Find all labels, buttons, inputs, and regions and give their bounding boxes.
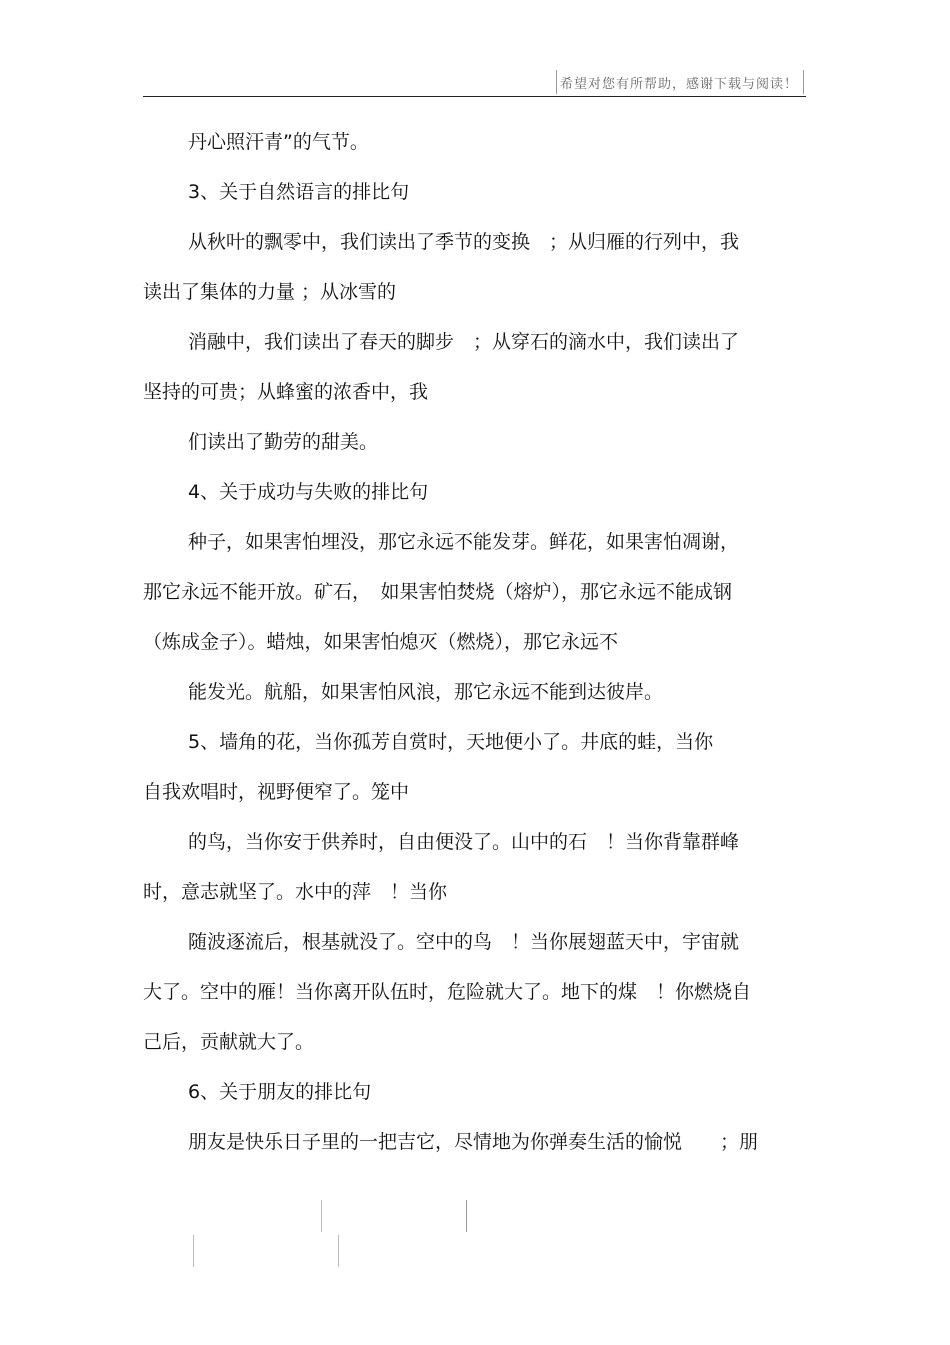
text-line: （炼成金子）。蜡烛，如果害怕熄灭（燃烧），那它永远不: [143, 631, 619, 653]
scan-mark: [193, 1235, 194, 1267]
text-line: 坚持的可贵；从蜂蜜的浓香中，我: [143, 381, 429, 403]
text-line: 大了。空中的雁！当你离开队伍时，危险就大了。地下的煤 ！你燃烧自: [143, 981, 752, 1003]
text-line: 们读出了勤劳的甜美。: [188, 431, 379, 453]
text-line: 朋友是快乐日子里的一把吉它，尽情地为你弹奏生活的愉悦 ；朋: [188, 1131, 759, 1153]
scan-mark: [338, 1235, 339, 1267]
text-line: 己后，贡献就大了。: [143, 1031, 315, 1053]
scan-mark: [466, 1200, 467, 1232]
text-line: 那它永远不能开放。矿石， 如果害怕焚烧（熔炉），那它永远不能成钢: [143, 581, 733, 603]
scan-mark: [321, 1200, 322, 1232]
text-line: 消融中，我们读出了春天的脚步 ；从穿石的滴水中，我们读出了: [188, 331, 740, 353]
text-line: 读出了集体的力量 ；从冰雪的: [143, 281, 397, 303]
text-line: 自我欢唱时，视野便窄了。笼中: [143, 781, 410, 803]
header-note: 希望对您有所帮助，感谢下载与阅读！: [560, 77, 799, 92]
section-heading: 3、关于自然语言的排比句: [188, 181, 410, 203]
section-heading: 4、关于成功与失败的排比句: [188, 481, 429, 503]
text-line: 时，意志就坚了。水中的萍 ！当你: [143, 881, 448, 903]
header-rule: [143, 96, 806, 97]
text-line: 随波逐流后，根基就没了。空中的鸟 ！当你展翅蓝天中，宇宙就: [188, 931, 740, 953]
text-line: 种子，如果害怕埋没，那它永远不能发芽。鲜花，如果害怕凋谢，: [188, 531, 740, 553]
text-line: 丹心照汗青”的气节。: [188, 131, 369, 153]
text-line: 的鸟，当你安于供养时，自由便没了。山中的石 ！当你背靠群峰: [188, 831, 740, 853]
text-line: 从秋叶的飘零中，我们读出了季节的变换 ；从归雁的行列中，我: [188, 231, 740, 253]
section-heading: 6、关于朋友的排比句: [188, 1081, 372, 1103]
section-heading: 5、墙角的花，当你孤芳自赏时，天地便小了。井底的蛙，当你: [188, 731, 714, 753]
text-line: 能发光。航船，如果害怕风浪，那它永远不能到达彼岸。: [188, 681, 664, 703]
